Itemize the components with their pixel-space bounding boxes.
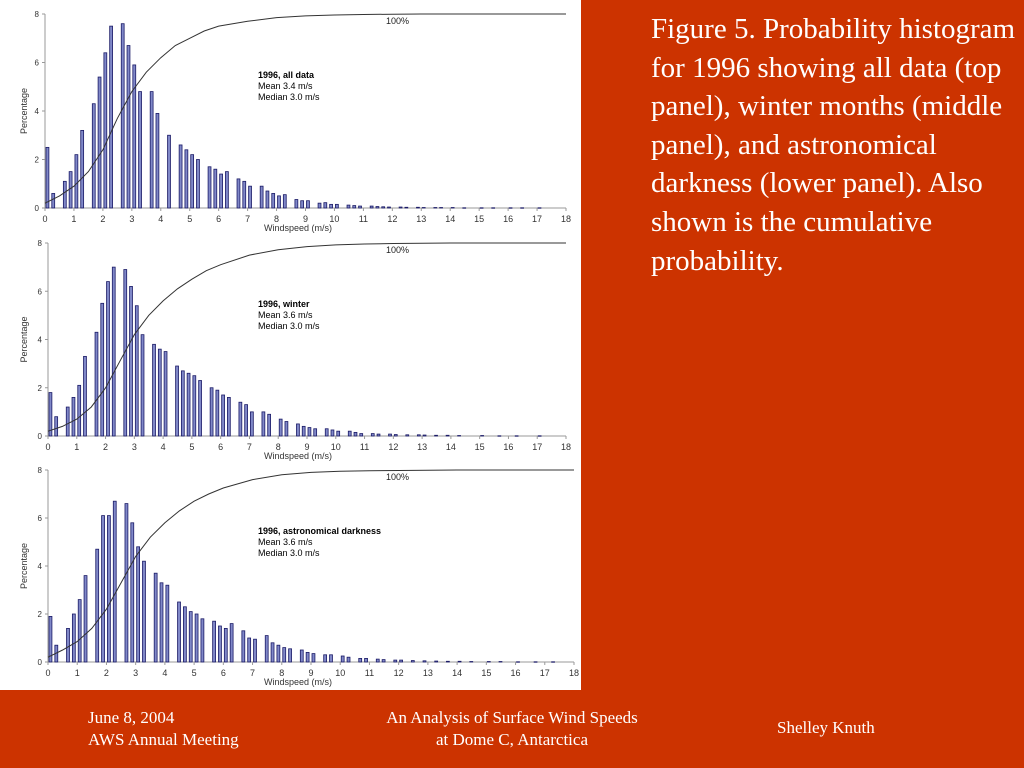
histogram-bar (95, 332, 98, 436)
histogram-bar (216, 390, 219, 436)
histogram-bar (347, 657, 350, 662)
histogram-bar (348, 431, 351, 436)
footer-author: Shelley Knuth (777, 718, 875, 737)
histogram-bar (360, 434, 363, 436)
histogram-bar (307, 201, 310, 208)
histogram-bar (370, 206, 373, 208)
histogram-bar (101, 303, 104, 436)
histogram-bar (69, 172, 72, 208)
histogram-bar (52, 193, 55, 208)
histogram-bar (201, 619, 204, 662)
histogram-bar (538, 436, 541, 437)
x-tick-label: 9 (308, 668, 314, 678)
x-tick-label: 3 (133, 668, 139, 678)
histogram-bar (75, 155, 78, 208)
x-tick-label: 16 (503, 214, 514, 224)
histogram-bar (405, 207, 408, 208)
x-tick-label: 3 (129, 214, 135, 224)
histogram-bar (189, 612, 192, 662)
histogram-bar (208, 167, 211, 208)
histogram-bar (131, 523, 134, 662)
histogram-bar (302, 426, 305, 436)
histogram-bar (388, 207, 391, 208)
histogram-bar (49, 393, 52, 436)
y-tick-label: 8 (34, 10, 39, 19)
x-tick-label: 9 (302, 214, 309, 224)
histogram-bar (84, 356, 87, 436)
y-tick-label: 6 (34, 58, 39, 68)
cumulative-label: 100% (386, 245, 410, 255)
x-tick-label: 5 (187, 214, 193, 224)
histogram-bar (272, 193, 275, 208)
x-tick-label: 2 (100, 214, 106, 224)
x-tick-label: 4 (160, 442, 166, 452)
footer-title-line1: An Analysis of Surface Wind Speeds (386, 708, 638, 727)
histogram-bar (156, 113, 159, 208)
histogram-bar (347, 205, 350, 208)
histogram-bar (498, 436, 501, 437)
histogram-bar (78, 600, 81, 662)
histogram-bar (289, 649, 292, 662)
histogram-bar (245, 405, 248, 436)
histogram-bar (158, 349, 161, 436)
footer-date: June 8, 2004 (88, 708, 175, 727)
histogram-bar (125, 504, 128, 662)
cumulative-label: 100% (386, 16, 410, 26)
histogram-bar (458, 661, 461, 662)
histogram-bar (187, 373, 190, 436)
histogram-bar (213, 621, 216, 662)
histogram-bar (193, 376, 196, 436)
histogram-bar (225, 172, 228, 208)
histogram-bar (78, 385, 81, 436)
y-tick-label: 8 (37, 239, 42, 248)
x-tick-label: 6 (218, 442, 224, 452)
histogram-bar (295, 200, 298, 208)
x-tick-label: 17 (532, 214, 543, 224)
histogram-bar (411, 661, 414, 662)
histogram-bar (197, 160, 200, 209)
histogram-bar (242, 631, 245, 662)
histogram-bar (341, 656, 344, 662)
histogram-bar (423, 435, 426, 436)
y-tick-label: 4 (37, 335, 42, 345)
x-tick-label: 15 (474, 214, 485, 224)
x-tick-label: 14 (452, 668, 463, 678)
histogram-bar (499, 662, 502, 663)
x-tick-label: 14 (445, 442, 456, 452)
histogram-bar (153, 344, 156, 436)
histogram-bar (84, 576, 87, 662)
footer-title (352, 707, 672, 751)
histogram-bar (139, 92, 142, 208)
histogram-bar (300, 650, 303, 662)
histogram-bar (191, 155, 194, 208)
histogram-bar (46, 147, 49, 208)
histogram-bar (335, 204, 338, 208)
histogram-bar (150, 92, 153, 208)
y-tick-label: 6 (37, 287, 42, 297)
x-tick-label: 1 (74, 668, 80, 678)
panel-title: 1996, all data (258, 70, 315, 80)
histogram-bar (168, 135, 171, 208)
y-tick-label: 6 (37, 514, 42, 523)
histogram-bar (359, 658, 362, 662)
x-tick-label: 7 (250, 668, 256, 678)
x-tick-label: 10 (329, 214, 340, 224)
histogram-bar (135, 306, 138, 436)
histogram-bar (434, 208, 437, 209)
x-tick-label: 2 (103, 442, 109, 452)
histogram-bar (220, 174, 223, 208)
x-tick-label: 12 (388, 442, 399, 452)
histogram-bar (422, 208, 425, 209)
x-tick-label: 7 (245, 214, 251, 224)
panel-annotation: Mean 3.4 m/s (258, 81, 313, 91)
y-tick-label: 8 (37, 466, 42, 475)
x-tick-label: 11 (359, 442, 370, 452)
histogram-bar (492, 208, 495, 209)
histogram-bar (365, 658, 368, 662)
histogram-bar (166, 585, 169, 662)
histogram-bar (110, 26, 113, 208)
x-tick-label: 13 (417, 442, 428, 452)
histogram-bar (271, 643, 274, 662)
histogram-bar (324, 655, 327, 662)
x-tick-label: 18 (568, 668, 580, 678)
histogram-bar (440, 208, 443, 209)
histogram-bar (277, 645, 280, 662)
histogram-bar (260, 186, 263, 208)
x-tick-label: 1 (74, 442, 80, 452)
panel-annotation: Median 3.0 m/s (258, 548, 320, 558)
histogram-bar (179, 145, 182, 208)
x-tick-label: 13 (416, 214, 427, 224)
y-tick-label: 0 (37, 658, 42, 667)
histogram-bar (480, 208, 483, 209)
histogram-bar (160, 583, 163, 662)
x-tick-label: 16 (503, 442, 514, 452)
histogram-bar (107, 282, 110, 436)
histogram-bar (214, 169, 217, 208)
histogram-bar (394, 435, 397, 436)
histogram-bar (130, 286, 133, 436)
histogram-bar (265, 636, 268, 662)
x-tick-label: 5 (189, 442, 195, 452)
histogram-bar (279, 419, 282, 436)
histogram-bar (458, 436, 461, 437)
x-tick-label: 4 (158, 214, 164, 224)
histogram-bar (72, 614, 75, 662)
x-axis-label: Windspeed (m/s) (263, 223, 333, 233)
y-tick-label: 0 (34, 204, 39, 213)
histogram-bar (481, 436, 484, 437)
histogram-bar (308, 428, 311, 436)
x-tick-label: 4 (162, 668, 168, 678)
histogram-bar (283, 195, 286, 208)
histogram-bar (446, 661, 449, 662)
y-axis-label: Percentage (19, 542, 29, 590)
histogram-bar (181, 371, 184, 436)
histogram-bar (330, 655, 333, 662)
histogram-bar (296, 424, 299, 436)
histogram-bar (92, 104, 95, 208)
histogram-bar (266, 191, 269, 208)
histogram-bar (237, 179, 240, 208)
histogram-bar (406, 435, 409, 436)
histogram-bar (470, 662, 473, 663)
x-tick-label: 11 (358, 214, 369, 224)
histogram-bar (435, 661, 438, 662)
x-tick-label: 8 (274, 214, 280, 224)
histogram-bar (301, 201, 304, 208)
x-tick-label: 8 (279, 668, 285, 678)
histogram-bar (249, 186, 252, 208)
histogram-bar (183, 607, 186, 662)
x-axis-label: Windspeed (m/s) (263, 677, 333, 687)
histogram-bar (325, 429, 328, 436)
histogram-bar (250, 412, 253, 436)
panel-title: 1996, astronomical darkness (258, 526, 382, 536)
x-tick-label: 3 (131, 442, 137, 452)
histogram-bar (195, 614, 198, 662)
x-tick-label: 1 (71, 214, 77, 224)
histogram-bar (239, 402, 242, 436)
histogram-bar (185, 150, 188, 208)
histogram-bar (164, 352, 167, 436)
histogram-bar (377, 434, 380, 436)
histogram-bar (67, 628, 70, 662)
panel-annotation: Mean 3.6 m/s (258, 537, 313, 547)
y-tick-label: 2 (37, 610, 42, 619)
x-tick-label: 5 (191, 668, 197, 678)
histogram-bar (324, 203, 327, 208)
panel-annotation: Median 3.0 m/s (258, 321, 320, 331)
x-tick-label: 6 (216, 214, 222, 224)
histogram-bar (63, 181, 66, 208)
histogram-bar (435, 435, 438, 436)
x-tick-label: 10 (330, 442, 341, 452)
figure-caption: Figure 5. Probability histogram for 1996 showing all data (top panel), winter months (middle panel), and astronomical darkness (lower panel). Also shown is the cumulative probability. (651, 13, 1016, 277)
y-axis-label: Percentage (19, 316, 29, 363)
histogram-bar (72, 397, 75, 436)
histogram-bar (127, 46, 130, 208)
histogram-bar (254, 639, 257, 662)
histogram-bar (382, 660, 385, 662)
histogram-bar (66, 407, 69, 436)
y-tick-label: 0 (37, 432, 42, 441)
x-tick-label: 0 (45, 442, 51, 452)
histogram-bar (143, 561, 146, 662)
histogram-bar (416, 207, 419, 208)
x-tick-label: 18 (560, 442, 572, 452)
histogram-bar (517, 662, 520, 663)
histogram-bar (446, 435, 449, 436)
x-tick-label: 9 (304, 442, 310, 452)
x-tick-label: 12 (387, 214, 398, 224)
histogram-bar (399, 207, 402, 208)
y-axis-label: Percentage (19, 87, 29, 135)
histogram-bar (330, 204, 333, 208)
histogram-bar (230, 624, 233, 662)
y-tick-label: 2 (37, 383, 42, 393)
histogram-bar (112, 267, 115, 436)
x-tick-label: 15 (481, 668, 492, 678)
histogram-bar (210, 388, 213, 436)
histogram-bar (218, 626, 221, 662)
y-tick-label: 4 (37, 562, 42, 571)
x-tick-label: 7 (246, 442, 252, 452)
histogram-bar (354, 432, 357, 436)
histogram-bar (382, 207, 385, 208)
histogram-bar (389, 434, 392, 436)
histogram-bar (55, 417, 58, 436)
histogram-bar (178, 602, 181, 662)
histogram-bar (400, 660, 403, 662)
histogram-bar (521, 208, 524, 209)
x-tick-label: 10 (335, 668, 346, 678)
x-tick-label: 18 (560, 214, 572, 224)
x-tick-label: 16 (510, 668, 521, 678)
histogram-bar (314, 429, 317, 436)
x-tick-label: 15 (474, 442, 485, 452)
footer-title-line2: at Dome C, Antarctica (435, 730, 588, 749)
histogram-bar (102, 516, 105, 662)
histogram-bar (96, 549, 99, 662)
histogram-bar (423, 661, 426, 662)
histogram-bar (552, 662, 555, 663)
histogram-bar (98, 77, 101, 208)
histogram-bar (283, 648, 286, 662)
x-tick-label: 12 (393, 668, 404, 678)
x-tick-label: 0 (45, 668, 51, 678)
histogram-bar (154, 573, 157, 662)
histogram-bar (534, 662, 537, 663)
histogram-bar (318, 203, 321, 208)
histogram-bar (262, 412, 265, 436)
x-tick-label: 17 (532, 442, 543, 452)
histogram-bar (224, 628, 227, 662)
histogram-panel-3 (19, 466, 579, 687)
x-tick-label: 6 (220, 668, 226, 678)
histogram-panel-2 (19, 239, 571, 461)
histogram-bar (278, 196, 281, 208)
histogram-bar (176, 366, 179, 436)
x-tick-label: 8 (275, 442, 281, 452)
histogram-bar (376, 207, 379, 208)
histogram-bar (137, 547, 140, 662)
panel-annotation: Median 3.0 m/s (258, 92, 320, 102)
histogram-bar (312, 654, 315, 662)
histogram-bar (337, 431, 340, 436)
histogram-bar (113, 501, 116, 662)
histogram-bar (371, 434, 374, 436)
histogram-bar (81, 130, 84, 208)
histogram-bar (515, 436, 518, 437)
histogram-bar (451, 208, 454, 209)
histogram-bar (227, 397, 230, 436)
histogram-panel-1 (19, 10, 571, 233)
x-tick-label: 0 (42, 214, 48, 224)
histogram-bar (353, 206, 356, 208)
x-tick-label: 11 (364, 668, 375, 678)
histogram-bar (331, 430, 334, 436)
histogram-bar (248, 638, 251, 662)
histogram-bar (285, 422, 288, 436)
panel-title: 1996, winter (258, 299, 310, 309)
histogram-bar (243, 181, 246, 208)
histogram-bar (394, 660, 397, 662)
histogram-bar (487, 662, 490, 663)
footer-left (88, 707, 239, 751)
y-tick-label: 4 (34, 107, 39, 116)
histogram-bar (107, 516, 110, 662)
slide-footer (0, 690, 1024, 768)
y-tick-label: 2 (34, 155, 39, 165)
histogram-bar (104, 53, 107, 208)
x-axis-label: Windspeed (m/s) (263, 451, 333, 461)
x-tick-label: 13 (422, 668, 433, 678)
cumulative-label: 100% (386, 472, 410, 482)
histogram-bar (359, 206, 362, 208)
histogram-bar (141, 335, 144, 436)
histogram-bar (538, 208, 541, 209)
histogram-bar (121, 24, 124, 208)
histogram-bar (199, 381, 202, 436)
histogram-bar (306, 652, 309, 662)
histogram-bar (222, 395, 225, 436)
histogram-bar (509, 208, 512, 209)
x-tick-label: 17 (539, 668, 550, 678)
histogram-bar (268, 414, 271, 436)
histogram-bar (376, 659, 379, 662)
panel-annotation: Mean 3.6 m/s (258, 310, 313, 320)
x-tick-label: 2 (103, 668, 109, 678)
histogram-bar (417, 435, 420, 436)
x-tick-label: 14 (445, 214, 456, 224)
histogram-bar (463, 208, 466, 209)
footer-meeting: AWS Annual Meeting (88, 730, 239, 749)
